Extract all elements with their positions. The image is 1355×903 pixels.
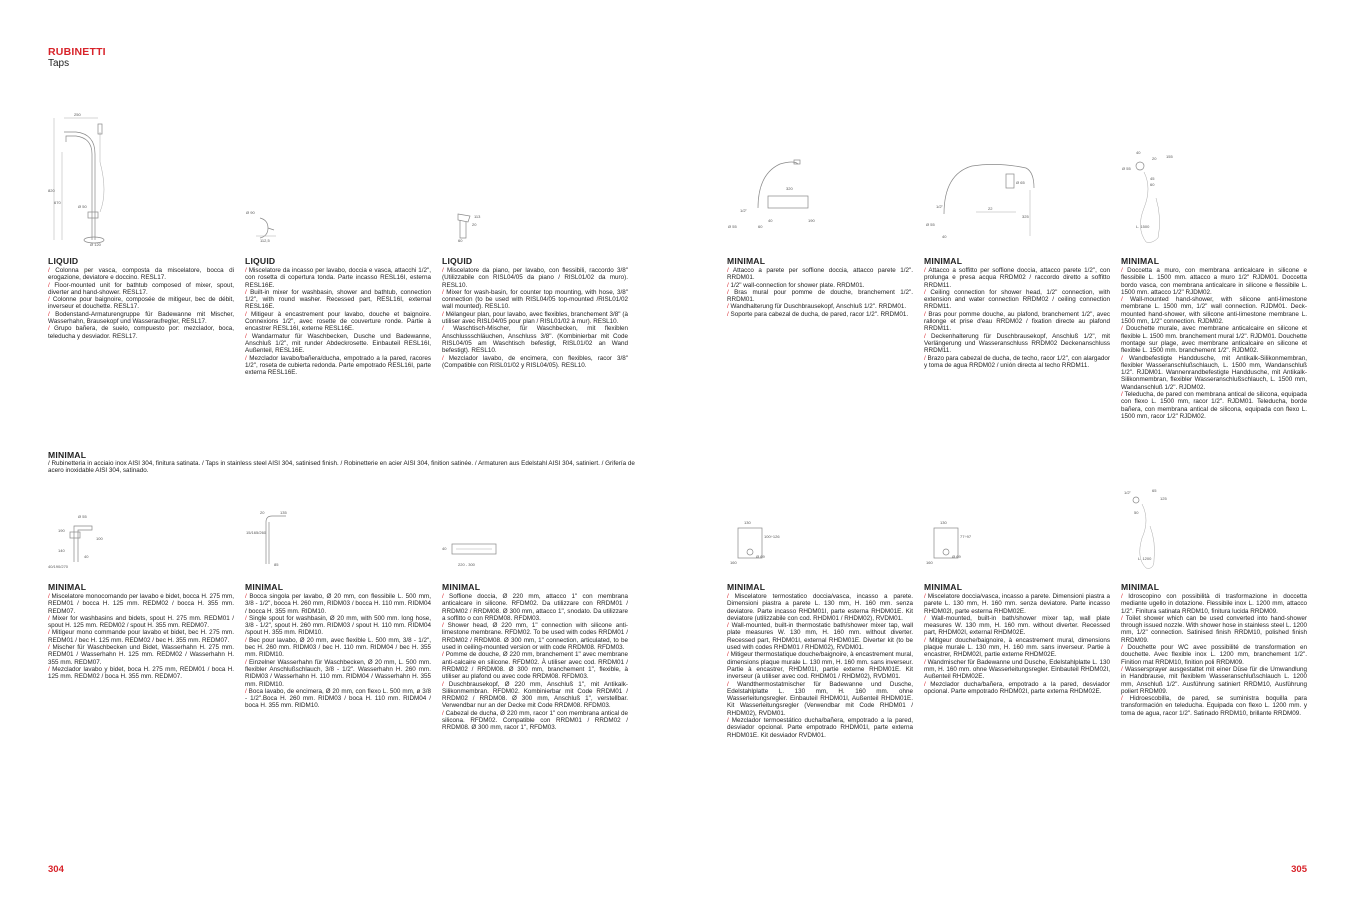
slash-marker: / [245, 288, 247, 296]
desc-line-it: / Miscelatore monocomando per lavabo e bidet, bocca H. 275 mm, REDM01 / bocca H. 125 mm. REDM02 / bocca H. 355 mm. REDM07. [48, 593, 234, 615]
slash-marker: / [442, 593, 444, 600]
product-name: MINIMAL [48, 582, 87, 592]
desc-line-fr: / Mitigeur thermostatique douche/baignoire, à encastrement mural, dimensions plaque murale L. 130 mm, H. 160 mm. sans inverseur. Partie à encastrer, RHDM01I, partie externe RHDM01E. Kit inverseur (à utiliser avec cod. RHDM01 / RHDM02), RVDM01. [727, 651, 913, 681]
desc-line-de: / Wandarmatur für Waschbecken, Dusche und Badewanne, Anschluß 1/2", mit runder Abdeckrosette. Einbauteil RESL16I, Außenteil, RESL16E. [245, 332, 431, 355]
product-description [48, 593, 234, 681]
dim-label: 130 [744, 520, 751, 525]
product-name: MINIMAL [442, 582, 481, 592]
product-description [442, 267, 628, 369]
desc-line-de: / Wandthermostatmischer für Badewanne und Dusche, Edelstahlplatte L. 130 mm, H. 160 mm. ohne Wasserleitungsregler. Einbauteil RHDM01I, Außenteil RHDM01E. Kit Wasserleitungsregler (Verwendbar mit Code RHDM01 / RHDM02), RVDM01. [727, 680, 913, 717]
dim-label: 325 [1022, 214, 1029, 219]
product-minimal-basin-mixer [48, 582, 234, 681]
dim-label: 125 [1160, 496, 1167, 501]
product-liquid-deck-mixer [442, 256, 628, 369]
desc-line-fr: / Bec pour lavabo, Ø 20 mm, avec flexible L. 500 mm, 3/8 - 1/2", bec H. 260 mm. RIDM03 / bec H. 110 mm. RIDM04 / bec H. 355 mm. RIDM10. [245, 636, 431, 659]
dim-label: 60 [1150, 182, 1155, 187]
slash-marker: / [48, 593, 50, 600]
dim-label: 130 [940, 520, 947, 525]
product-name: MINIMAL [1121, 582, 1160, 592]
product-description [245, 593, 431, 710]
desc-line-es: / Boca lavabo, de encimera, Ø 20 mm, con flexo L. 500 mm, ø 3/8 - 1/2".Boca H. 260 mm. RIDM03 / boca H. 110 mm. RIDM04 / boca H. 355 mm. RIDM10. [245, 687, 431, 710]
product-description [924, 267, 1110, 369]
dim-label: Ø 55 [926, 222, 935, 227]
slash-marker: / [442, 267, 444, 274]
desc-line-es: / Mezclador lavabo y bidet, boca H. 275 mm, REDM01 / boca H. 125 mm. REDM02 / boca H. 355 mm. REDM07. [48, 665, 234, 681]
product-name: MINIMAL [924, 582, 963, 592]
section-description: / Rubinetteria in acciaio inox AISI 304, finitura satinata. / Taps in stainless steel AISI 304, satinised finish. / Robinetterie en acier AISI 304, finition satinée. / Armaturen aus Edelstahl AISI 304, satiniert. / Grifería de acero inoxidable AISI 304, satinado. [48, 460, 635, 475]
slash-marker: / [48, 644, 50, 652]
slash-marker: / [727, 680, 729, 688]
desc-line-it: / Attacco a parete per soffione doccia, attacco parete 1/2". RRDM01. [727, 267, 913, 282]
minimal-basin-spout-drawing [246, 506, 306, 575]
dim-label: 22 [988, 206, 993, 211]
slash-marker: / [442, 310, 444, 318]
product-liquid-built-in-mixer [245, 256, 431, 376]
dim-label: L. 1200 [1138, 556, 1152, 561]
product-description [727, 593, 913, 739]
desc-line-fr: / Bras mural pour pomme de douche, branchement 1/2". RRDM01. [727, 288, 913, 304]
product-description [727, 267, 913, 318]
desc-line-en: / Single spout for washbasin, Ø 20 mm, with 500 mm. long hose, 3/8 - 1/2", spout H. 260 mm. RIDM03 / spout H. 110 mm. RIDM04 /spout H. 355 mm. RIDM10. [245, 614, 431, 637]
desc-line-es: / Mezclador ducha/bañera, empotrado a la pared, desviador opcional. Parte empotrado RHDM02I, parte externa RHDM02E. [924, 680, 1110, 695]
slash-marker: / [727, 651, 729, 659]
slash-marker: / [1121, 325, 1123, 333]
product-minimal-toilet-shower [1121, 582, 1307, 717]
product-name: MINIMAL [727, 582, 766, 592]
dim-label: Ø 55 [78, 514, 87, 519]
desc-line-es: / Teleducha, de pared con membrana antical de silicona, equipada con flexo L. 1500 mm, racor 1/2". RJDM01. Teleducha, borde bañera, con membrana antical de silicona, equipada con flexo L. 1500 mm, racor 1/2" RJDM02. [1121, 391, 1307, 420]
desc-line-fr: / Douchette pour WC avec possibilité de transformation en douchette. Avec flexible inox L. 1200 mm, branchement 1/2". Finition mat RRDM10, finition poli RRDM09. [1121, 644, 1307, 666]
slash-marker: / [1121, 354, 1123, 362]
dim-label: 220 - 300 [458, 562, 475, 567]
slash-marker: / [48, 629, 50, 637]
slash-marker: / [727, 310, 729, 318]
slash-marker: / [48, 665, 50, 673]
desc-line-en: / Built-in mixer for washbasin, shower and bathtub, connection 1/2", with round washer. Recessed part, RESL16I, external RESL16E. [245, 288, 431, 311]
dim-label: 190 [808, 218, 815, 223]
slash-marker: / [48, 296, 50, 304]
product-description [1121, 593, 1307, 717]
minimal-ceiling-shower-arm-drawing [926, 158, 1036, 245]
slash-marker: / [442, 288, 444, 296]
desc-line-fr: / Mitigeur douche/baignoire, à encastrement mural, dimensions plaque murale L. 130 mm, H. 160 mm. sans inverseur. Partie à encastrer, RHDM02I, partie externe RHDM02E. [924, 636, 1110, 659]
dim-label: 250 [74, 112, 81, 117]
slash-marker: / [1121, 695, 1123, 703]
slash-marker: / [442, 680, 444, 688]
product-name: MINIMAL [245, 582, 284, 592]
slash-marker: / [727, 288, 729, 296]
desc-line-it: / Doccetta a muro, con membrana anticalcare in silicone e flessibile L. 1500 mm. attacco a muro 1/2" RJDM01. Doccetta bordo vasca, con membrana anticalcare in silicone e flessibile L. 1500 mm. attacco 1/2" RJDM02. [1121, 267, 1307, 296]
desc-line-es: / Mezclador termoestático ducha/bañera, empotrado a la pared, desviador opcional. Parte empotrado RHDM01I, parte externa RHDM01E. Kit desviador RVDM01. [727, 717, 913, 739]
dim-label: 40 [768, 218, 773, 223]
desc-line-fr: / Pomme de douche, Ø 220 mm, branchement 1" avec membrane anti-calcaire en silicone. RFDM02. À utiliser avec cod. RRDM01 / RRDM02 / RRDM08. Ø 300 mm, branchement 1", flexible, à utiliser au plafond ou avec code RRDM08. RFDM03. [442, 651, 628, 681]
slash-marker: / [1121, 644, 1123, 652]
desc-line-de: / Wassersprayer ausgestattet mit einer Düse für die Umwandlung in Handbrause, mit flexiblem Wasseranschlußschlauch L. 1200 mm, Anschluß 1/2". Ausführung satiniert RRDM10, Ausführung poliert RRDM09. [1121, 665, 1307, 695]
desc-line-es: / Brazo para cabezal de ducha, de techo, racor 1/2", con alargador y toma de agua RRDM02 / unión directa al techo RRDM11. [924, 354, 1110, 369]
slash-marker: / [442, 651, 444, 659]
slash-marker: / [924, 658, 926, 666]
slash-marker: / [48, 325, 50, 333]
dim-label: 1/2" [1124, 490, 1131, 495]
desc-line-en: / Mixer for washbasins and bidets, spout H. 275 mm. REDM01 / spout H. 125 mm. REDM02 / spout H. 355 mm. REDM07. [48, 614, 234, 630]
desc-line-en: / 1/2" wall-connection for shower plate. RRDM01. [727, 281, 865, 289]
desc-line-de: / Deckenhalterung für Duschbrausekopf, Anschluß 1/2", mit Verlängerung und Wasseranschluss RRDM02 Deckenanschluss RRDM11. [924, 332, 1110, 355]
dim-label: 40 [442, 546, 447, 551]
dim-label: 140 [58, 548, 65, 553]
product-name: MINIMAL [727, 256, 766, 266]
slash-marker: / [442, 709, 444, 717]
dim-label: Ø 55 [1122, 166, 1131, 171]
dim-label: Ø 65 [1016, 180, 1025, 185]
product-name: LIQUID [245, 256, 276, 266]
desc-line-de: / Wandmischer für Badewanne und Dusche, Edelstahlplatte L. 130 mm, H. 160 mm. ohne Wasserleitungsregler. Einbauteil RHDM02I, Außenteil RHDM02E. [924, 658, 1110, 681]
desc-line-en: / Toilet shower which can be used converted into hand-shower through issued nozzle. With shower hose in stainless steel L. 1200 mm, 1/2" connection. Satinised finish RRDM10, polished finish RRDM09. [1121, 614, 1307, 644]
slash-marker: / [727, 622, 729, 630]
slash-marker: / [1121, 391, 1123, 399]
dim-label: 160 [926, 560, 933, 565]
desc-line-de: / Wandhalterung für Duschbrausekopf, Anschluß 1/2". RRDM01. [727, 303, 907, 311]
product-name: LIQUID [442, 256, 473, 266]
desc-line-es: / Mezclador lavabo, de encimera, con flexibles, racor 3/8" (Compatible con RISL01/02 y RISL04/05). RESL10. [442, 354, 628, 369]
dim-label: Ø 90 [246, 210, 255, 215]
slash-marker: / [245, 658, 247, 666]
minimal-section-note [48, 450, 648, 475]
desc-line-fr: / Colonne pour baignoire, composée de mitigeur, bec de débit, inverseur et douchette. RESL17. [48, 296, 234, 311]
slash-marker: / [245, 354, 247, 362]
dim-label: 77÷97 [960, 534, 972, 539]
desc-line-fr: / Douchette murale, avec membrane anticalcaire en silicone et flexible L. 1500 mm. branchement mural 1/2". RJDM01. Douchette montage sur plage, avec membrane anticalcaire en silicone et flexible L. 1500 mm. branchement 1/2". RJDM02. [1121, 325, 1307, 355]
product-minimal-basin-spout [245, 582, 431, 710]
desc-line-fr: / Mitigeur mono commande pour lavabo et bidet, bec H. 275 mm. REDM01 / bec H. 125 mm. REDM02 / bec H. 355 mm. REDM07. [48, 629, 234, 644]
slash-marker: / [924, 267, 926, 274]
product-liquid-floor-column [48, 256, 234, 340]
desc-line-de: / Mischer für Waschbecken und Bidet, Wasserhahn H. 275 mm. REDM01 / Wasserhahn H. 125 mm. REDM02 / Wasserhahn H. 355 mm. REDM07. [48, 644, 234, 666]
product-name: LIQUID [48, 256, 79, 266]
slash-marker: / [1121, 614, 1123, 622]
desc-line-de: / Wandbefestigte Handdusche, mit Antikalk-Silikonmembran, flexibler Wasseranschlußschlauch, L. 1500 mm, Wandanschluß 1/2". RJDM01. Wannenrandbefestigte Handdusche, mit Antikalk-Silikonmembran, flexibler Wasseranschlußschlauch, L. 1500 mm, Wandanschluß 1/2". RJDM02. [1121, 354, 1307, 391]
desc-line-en: / Ceiling connection for shower head, 1/2" connection, with extension and water connection RRDM02 / ceiling connection RRDM11. [924, 288, 1110, 311]
dim-label: 45 [1150, 176, 1155, 181]
desc-line-it: / Colonna per vasca, composta da miscelatore, bocca di erogazione, deviatore e doccino. RESL17. [48, 267, 234, 282]
desc-line-en: / Wall-mounted, built-in thermostatic bath/shower mixer tap, wall plate measures W. 130 mm, H. 160 mm. without diverter. Recessed part, RHDM01I, external RHDM01E. Diverter kit (to be used with codes RHDM01 / RHDM02), RVDM01. [727, 622, 913, 652]
dim-label: Ø 69 [952, 554, 961, 559]
slash-marker: / [442, 354, 444, 362]
desc-line-en: / Mixer for wash-basin, for counter top mounting, with hose, 3/8" connection (to be used with RISL04/05 top-mounted /RISL01/02 wall mounted). RESL10. [442, 288, 628, 311]
desc-line-it: / Soffione doccia, Ø 220 mm, attacco 1" con membrana anticalcare in silicone. RFDM02. Da utilizzare con RRDM01 / RRDM02 / RRDM08. Ø 300 mm, attacco 1", snodato. Da utilizzare a soffitto o con RRDM08. RFDM03. [442, 593, 628, 622]
slash-marker: / [924, 680, 926, 688]
page-number-right: 305 [1291, 864, 1307, 875]
desc-line-it: / Bocca singola per lavabo, Ø 20 mm, con flessibile L. 500 mm, 3/8 - 1/2", bocca H. 260 mm, RIDM03 / bocca H. 110 mm. RIDM04 / bocca H. 355 mm. RIDM10. [245, 593, 431, 615]
product-minimal-shower-head [442, 582, 628, 732]
dim-label: 20 [1152, 156, 1157, 161]
desc-line-en: / Shower head, Ø 220 mm, 1" connection with silicone anti-limestone membrane. RFDM02. To be used with codes RRDM01 / RRDM02 / RRDM08. Ø 300 mm, 1" connection, articulated, to be used in ceiling-mounted version or with code RRDM08. RFDM03. [442, 622, 628, 652]
desc-line-it: / Miscelatore da incasso per lavabo, doccia e vasca, attacchi 1/2", con rosetta di copertura tonda. Parte incasso RESL16I, esterna RESL16E. [245, 267, 431, 289]
product-description [1121, 267, 1307, 420]
dim-label: 160 [730, 560, 737, 565]
slash-marker: / [48, 267, 50, 274]
product-description [924, 593, 1110, 695]
product-minimal-shower-mixer [924, 582, 1110, 695]
slash-marker: / [245, 267, 247, 274]
product-description [48, 267, 234, 340]
minimal-thermostatic-mixer-drawing [730, 518, 790, 573]
slash-marker: / [924, 288, 926, 296]
desc-line-es: / Grupo bañera, de suelo, compuesto por: mezclador, boca, teleducha y desviador. RESL17. [48, 325, 234, 340]
product-minimal-ceiling-arm [924, 256, 1110, 369]
slash-marker: / [48, 310, 50, 318]
slash-marker: / [1121, 267, 1123, 274]
slash-marker: / [1121, 593, 1123, 600]
slash-marker: / [245, 332, 247, 340]
slash-marker: / [924, 593, 926, 600]
desc-line-de: / Bodenstand-Armaturengruppe für Badewanne mit Mischer, Wasserhahn, Brausekopf und Wasseraufregler, RESL17. [48, 310, 234, 326]
slash-marker: / [727, 593, 729, 600]
desc-line-de: / Waschtisch-Mischer, für Waschbecken, mit flexiblen Anschlussschläuchen, Anschluss 3/8". (Kombinierbar mit Code RISL04/05 am Waschtisch befestigt, RISL01/02 an Wand befestigt). RESL10. [442, 325, 628, 355]
slash-marker: / [442, 622, 444, 630]
desc-line-it: / Idroscopino con possibilità di trasformazione in doccetta mediante ugello in dotazione. Flessibile inox L. 1200 mm, attacco 1/2". Finitura satinata RRDM10, finitura lucida RRDM09. [1121, 593, 1307, 615]
liquid-built-in-mixer-drawing [246, 208, 286, 248]
minimal-shower-mixer-drawing [926, 518, 986, 573]
desc-line-en: / Wall-mounted hand-shower, with silicone anti-limestone membrane L. 1500 mm, 1/2" wall connection. RJDM01. Deck-mounted hand-shower, with silicone anti-limestone membrane L. 1500 mm, 1/2" connection. RJDM02. [1121, 296, 1307, 326]
dim-label: 40 [84, 554, 89, 559]
desc-line-it: / Miscelatore doccia/vasca, incasso a parete. Dimensioni piastra a parete L. 130 mm, H. 160 mm. senza deviatore. Parte incasso RHDM02I, parte esterna RHDM02E. [924, 593, 1110, 615]
liquid-floor-column-drawing [48, 112, 138, 252]
slash-marker: / [727, 303, 729, 311]
slash-marker: / [924, 636, 926, 644]
dim-label: 65 [1152, 488, 1157, 493]
product-name: MINIMAL [1121, 256, 1160, 266]
desc-line-es: / Mezclador lavabo/bañera/ducha, empotrado a la pared, racores 1/2", roseta de cubierta redonda. Parte empotrado RESL16I, parte externa RESL16E. [245, 354, 431, 377]
dim-label: 820 [48, 188, 55, 193]
minimal-shower-head-drawing [442, 538, 502, 575]
dim-label: 670 [54, 200, 61, 205]
minimal-hand-shower-drawing [1122, 148, 1182, 253]
slash-marker: / [924, 310, 926, 318]
desc-line-it: / Miscelatore termostatico doccia/vasca, incasso a parete. Dimensioni piastra a parete L. 130 mm, H. 160 mm. senza deviatore. Parte incasso RHDM01I, parte esterna RHDM01E. Kit deviatore (utilizzabile con cod. RHDM01 / RHDM02), RVDM01. [727, 593, 913, 622]
product-description [245, 267, 431, 376]
desc-line-es: / Cabezal de ducha, Ø 220 mm, racor 1" con membrana antical de silicona. RFDM02. Compatible con RRDM01 / RRDM02 / RRDM08. Ø 300 mm, racor 1", RFDM03. [442, 709, 628, 732]
category-title: RUBINETTI [48, 46, 106, 58]
product-description [442, 593, 628, 732]
liquid-deck-mixer-drawing [444, 208, 484, 248]
dim-label: 112,5 [260, 238, 270, 243]
desc-line-fr: / Mélangeur plan, pour lavabo, avec flexibles, branchement 3/8" (à utiliser avec RISL04/05 pour plan / RISL01/02 à mur). RESL10. [442, 310, 628, 326]
dim-label: Ø 50 [78, 204, 87, 209]
dim-label: 1/2" [740, 208, 747, 213]
desc-line-en: / Floor-mounted unit for bathtub composed of mixer, spout, diverter and hand-shower. RESL17. [48, 281, 234, 296]
slash-marker: / [48, 281, 50, 289]
dim-label: L. 1500 [1136, 224, 1150, 229]
slash-marker: / [442, 325, 444, 333]
minimal-wall-shower-arm-drawing [728, 152, 820, 237]
dim-label: 20 [260, 510, 265, 515]
desc-line-es: / Soporte para cabezal de ducha, de pared, racor 1/2". RRDM01. [727, 310, 909, 318]
product-minimal-wall-arm [727, 256, 913, 318]
slash-marker: / [924, 354, 926, 362]
dim-label: Ø 120 [90, 242, 101, 247]
dim-label: 60 [758, 224, 763, 229]
slash-marker: / [1121, 665, 1123, 673]
dim-label: 15/165/260 [246, 530, 267, 535]
dim-label: 60 [458, 238, 463, 243]
desc-line-es: / Hidroescobilla, de pared, se suministra boquilla para transformación en teleducha. Equipada con flexo L. 1200 mm. y toma de agua, racor 1/2". Satinado RRDM10, brillante RRDM09. [1121, 695, 1307, 717]
slash-marker: / [48, 614, 50, 622]
slash-marker: / [727, 281, 729, 289]
slash-marker: / [245, 636, 247, 644]
desc-line-de: / Einzelner Wasserhahn für Waschbecken, Ø 20 mm, L. 500 mm. flexibler Anschlußschlauch, 3/8 - 1/2". Wasserhahn H. 260 mm. RIDM03 / Wasserhahn H. 110 mm. RIDM04 / Wasserhahn H. 355 mm. RIDM10. [245, 658, 431, 688]
dim-label: 100 [96, 536, 103, 541]
dim-label: 155 [1166, 154, 1173, 159]
slash-marker: / [245, 614, 247, 622]
desc-line-fr: / Bras pour pomme douche, au plafond, branchement 1/2", avec rallonge et prise d'eau RRDM02 / fixation directe au plafond RRDM11. [924, 310, 1110, 333]
dim-label: 320 [786, 186, 793, 191]
desc-line-de: / Duschbrausekopf, Ø 220 mm, Anschluß 1", mit Antikalk-Silikonmembran. RFDM02. Kombinierbar mit Code RRDM01 / RRDM02 / RRDM08. Ø 300 mm, Anschluß 1", verstellbar. Verwendbar nur an der Decke mit Code RRDM08. RFDM03. [442, 680, 628, 710]
desc-line-en: / Wall-mounted, built-in bath/shower mixer tap, wall plate measures W. 130 mm, H. 160 mm. without diverter. Recessed part, RHDM02I, external RHDM02E. [924, 614, 1110, 637]
page-number-left: 304 [48, 864, 64, 875]
product-minimal-hand-shower [1121, 256, 1307, 420]
slash-marker: / [1121, 296, 1123, 304]
dim-label: Ø 69 [756, 554, 765, 559]
product-minimal-thermostatic-mixer [727, 582, 913, 739]
slash-marker: / [245, 593, 247, 600]
desc-line-fr: / Mitigeur à encastrement pour lavabo, douche et baignoire. Connexions 1/2", avec rosette de couverture ronde. Partie à encastrer RESL16I, externe RESL16E. [245, 310, 431, 333]
slash-marker: / [924, 332, 926, 340]
slash-marker: / [727, 717, 729, 725]
dim-label: 20 [472, 222, 477, 227]
slash-marker: / [245, 687, 247, 695]
dim-label: 85 [274, 562, 279, 567]
section-title: MINIMAL [48, 450, 87, 460]
dim-label: 1/2" [936, 204, 943, 209]
slash-marker: / [245, 310, 247, 318]
desc-line-it: / Miscelatore da piano, per lavabo, con flessibili, raccordo 3/8" (Utilizzabile con RISL04/05 da piano / RISL01/02 da muro). RESL10. [442, 267, 628, 289]
minimal-basin-mixer-drawing [48, 512, 118, 575]
category-subtitle: Taps [48, 58, 70, 69]
dim-label: 40 [942, 234, 947, 239]
dim-label: 135 [280, 510, 287, 515]
dim-label: 50 [1134, 510, 1139, 515]
desc-line-it: / Attacco a soffitto per soffione doccia, attacco parete 1/2", con prolunga e presa acqua RRDM02 / raccordo diretto a soffitto RRDM11. [924, 267, 1110, 289]
dim-label: Ø 55 [728, 224, 737, 229]
dim-label: 40/190/270 [48, 564, 69, 569]
dim-label: 100÷126 [764, 534, 780, 539]
dim-label: 40 [1136, 150, 1141, 155]
slash-marker: / [924, 614, 926, 622]
product-name: MINIMAL [924, 256, 963, 266]
slash-marker: / [727, 267, 729, 274]
dim-label: 113 [474, 214, 481, 219]
dim-label: 190 [58, 528, 65, 533]
minimal-toilet-shower-drawing [1124, 486, 1174, 577]
